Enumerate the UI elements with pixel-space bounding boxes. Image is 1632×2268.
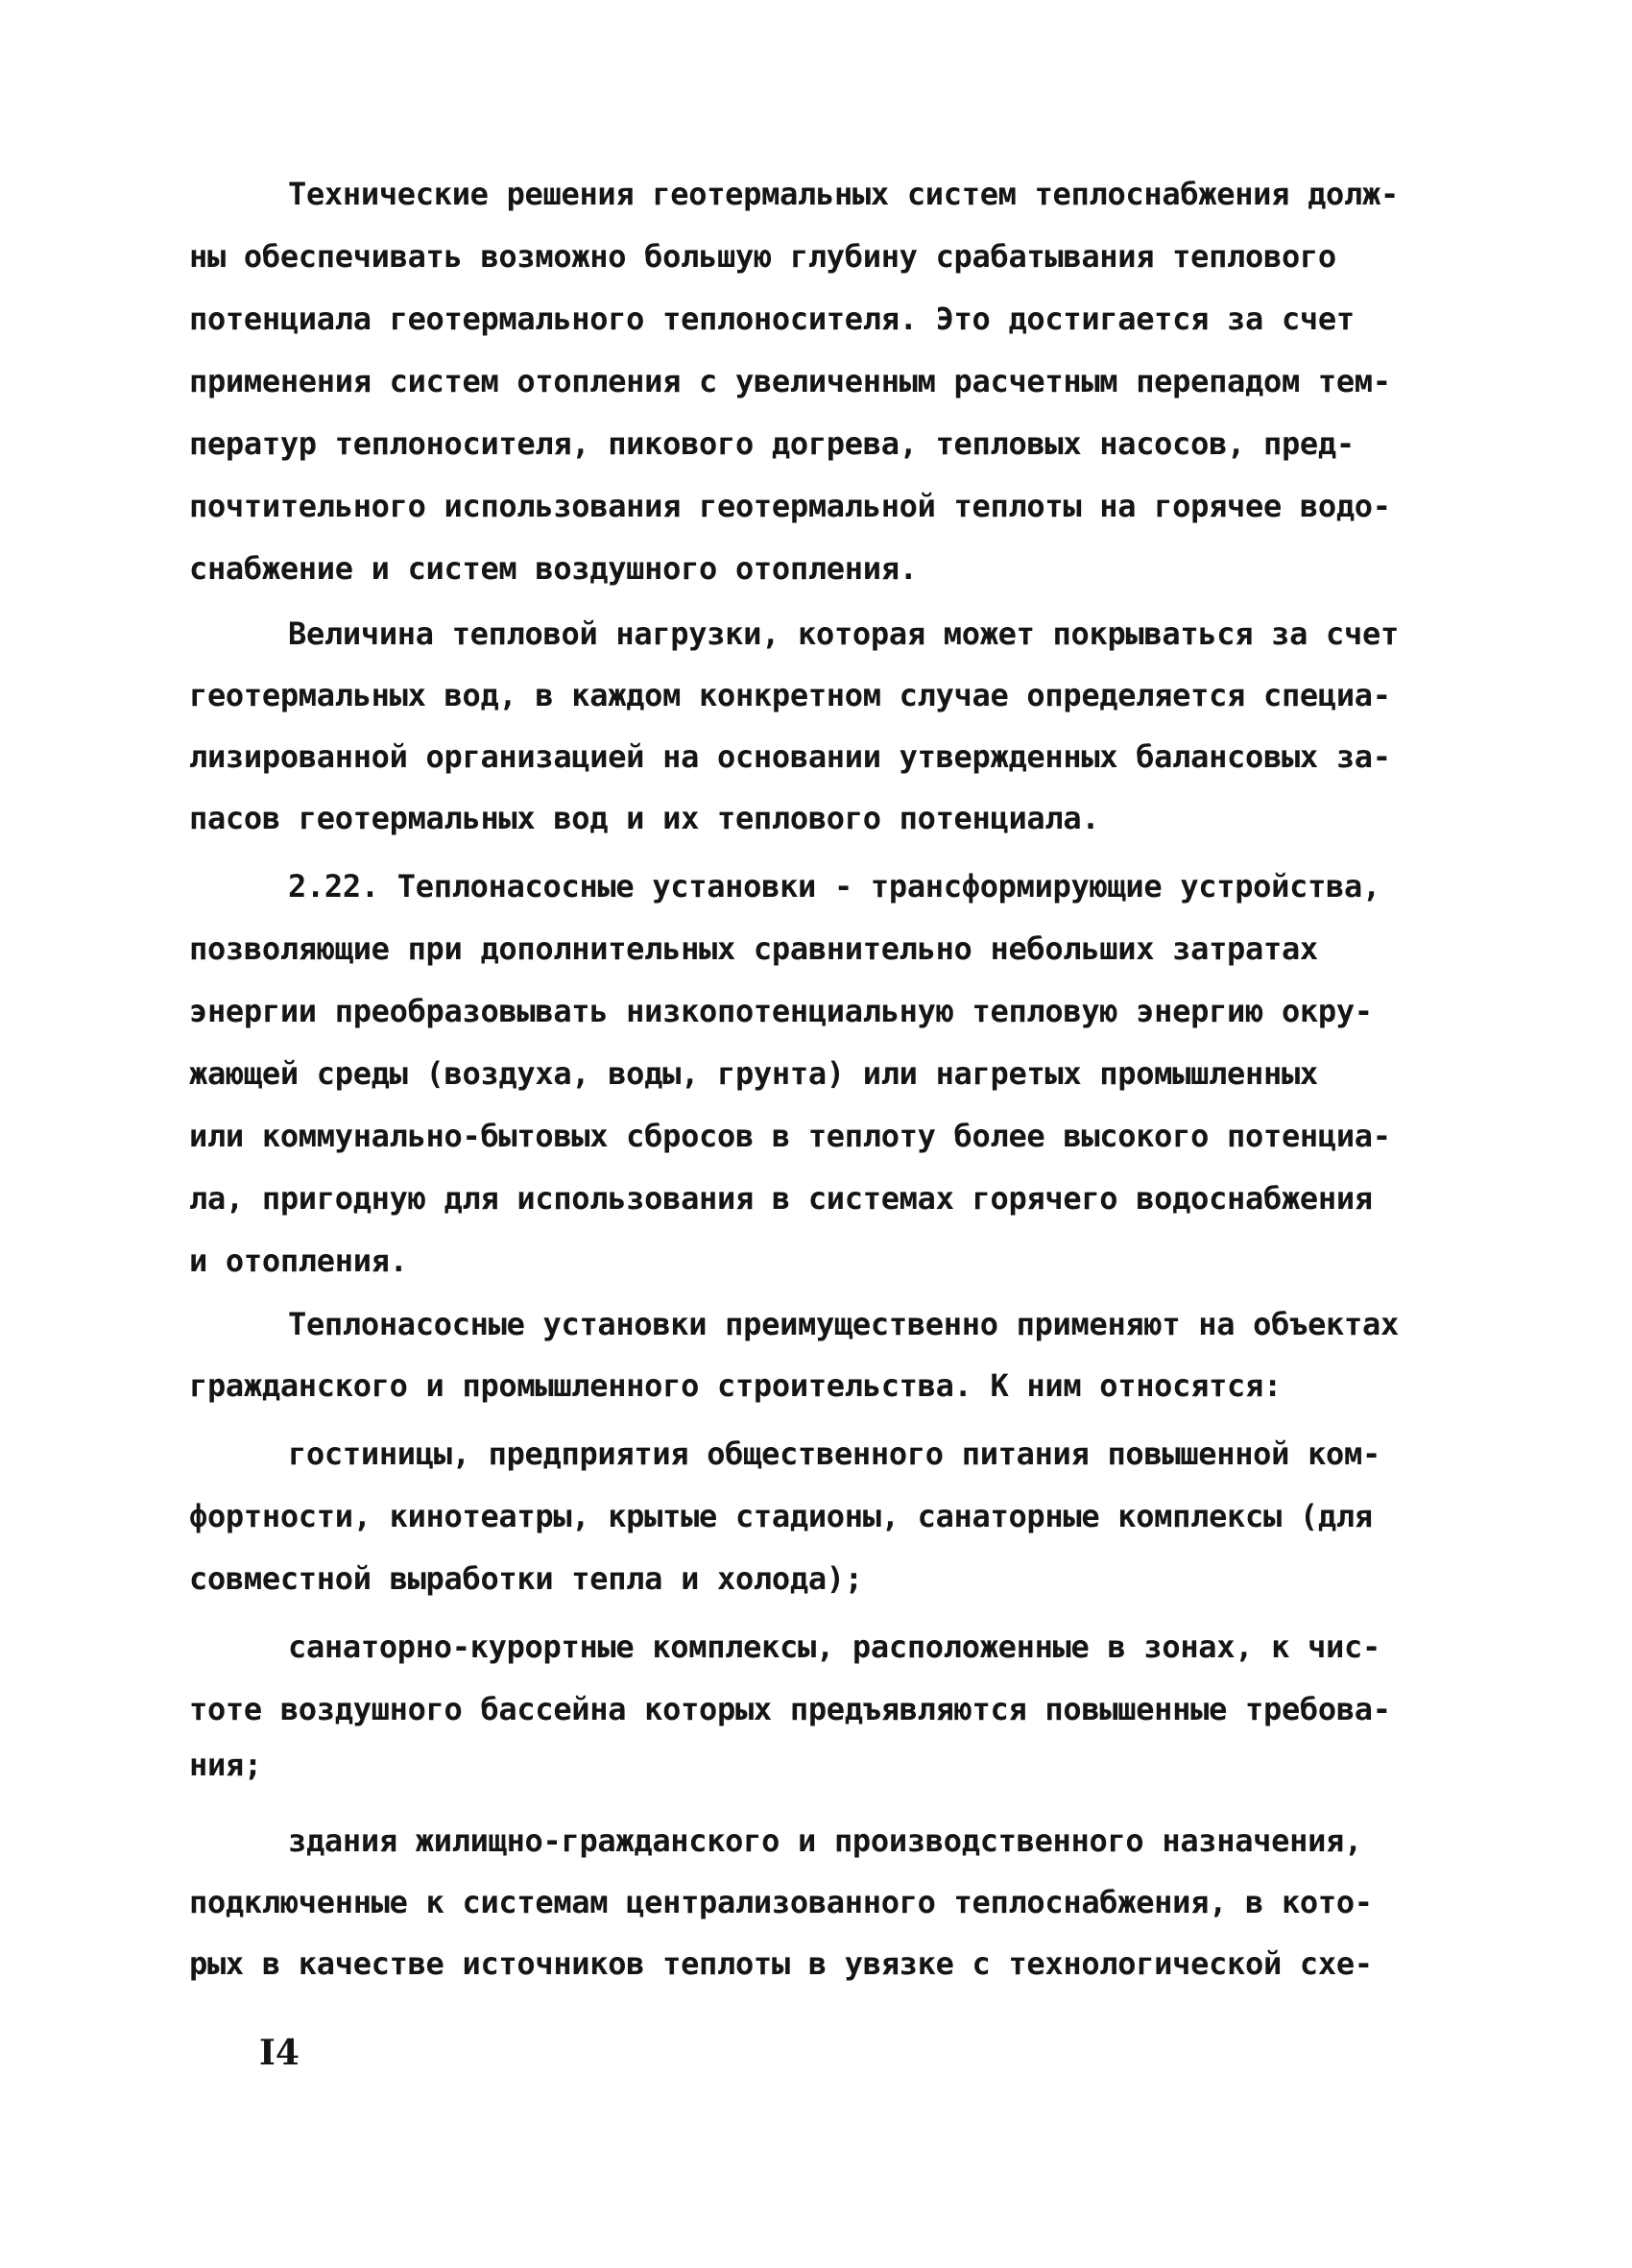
paragraph-1-line-3: потенциала геотермального теплоносителя. Это достигается за счет — [189, 301, 1355, 337]
paragraph-1-line-5: ператур теплоносителя, пикового догрева, тепловых насосов, пред- — [189, 425, 1355, 462]
paragraph-5-line-3: совместной выработки тепла и холода); — [189, 1560, 863, 1597]
page-number: I4 — [259, 2033, 300, 2073]
paragraph-6-line-2: тоте воздушного бассейна которых предъявляются повышенные требова- — [189, 1691, 1391, 1727]
paragraph-1-line-4: применения систем отопления с увеличенным расчетным перепадом тем- — [189, 363, 1391, 399]
paragraph-4-line-1: Теплонасосные установки преимущественно применяют на объектах — [288, 1306, 1399, 1342]
paragraph-3-line-1: 2.22. Теплонасосные установки - трансформирующие устройства, — [288, 868, 1380, 905]
paragraph-6-line-3: ния; — [189, 1747, 262, 1783]
paragraph-3-line-3: энергии преобразовывать низкопотенциальную тепловую энергию окру- — [189, 993, 1373, 1029]
paragraph-5-line-2: фортности, кинотеатры, крытые стадионы, санаторные комплексы (для — [189, 1498, 1373, 1534]
paragraph-2-line-3: лизированной организацией на основании утвержденных балансовых за- — [189, 738, 1391, 775]
paragraph-1-line-1: Технические решения геотермальных систем теплоснабжения долж- — [288, 176, 1399, 212]
paragraph-2-line-2: геотермальных вод, в каждом конкретном случае определяется специа- — [189, 677, 1391, 713]
paragraph-7-line-1: здания жилищно-гражданского и производственного назначения, — [288, 1822, 1362, 1859]
paragraph-1-line-7: снабжение и систем воздушного отопления. — [189, 550, 918, 587]
paragraph-2-line-4: пасов геотермальных вод и их теплового потенциала. — [189, 800, 1100, 836]
paragraph-3-line-5: или коммунально-бытовых сбросов в теплоту более высокого потенциа- — [189, 1118, 1391, 1154]
paragraph-1-line-6: почтительного использования геотермальной теплоты на горячее водо- — [189, 488, 1391, 524]
paragraph-6-line-1: санаторно-курортные комплексы, расположенные в зонах, к чис- — [288, 1629, 1380, 1665]
paragraph-3-line-4: жающей среды (воздуха, воды, грунта) или нагретых промышленных — [189, 1055, 1318, 1092]
paragraph-7-line-3: рых в качестве источников теплоты в увязке с технологической схе- — [189, 1945, 1373, 1982]
paragraph-2-line-1: Величина тепловой нагрузки, которая может покрываться за счет — [288, 615, 1399, 652]
paragraph-5-line-1: гостиницы, предприятия общественного питания повышенной ком- — [288, 1436, 1380, 1472]
paragraph-4-line-2: гражданского и промышленного строительства. К ним относятся: — [189, 1367, 1282, 1404]
paragraph-3-line-7: и отопления. — [189, 1243, 408, 1279]
paragraph-3-line-2: позволяющие при дополнительных сравнительно небольших затратах — [189, 930, 1318, 967]
paragraph-1-line-2: ны обеспечивать возможно большую глубину срабатывания теплового — [189, 238, 1336, 275]
paragraph-7-line-2: подключенные к системам централизованного теплоснабжения, в кото- — [189, 1884, 1373, 1920]
paragraph-3-line-6: ла, пригодную для использования в системах горячего водоснабжения — [189, 1180, 1373, 1217]
